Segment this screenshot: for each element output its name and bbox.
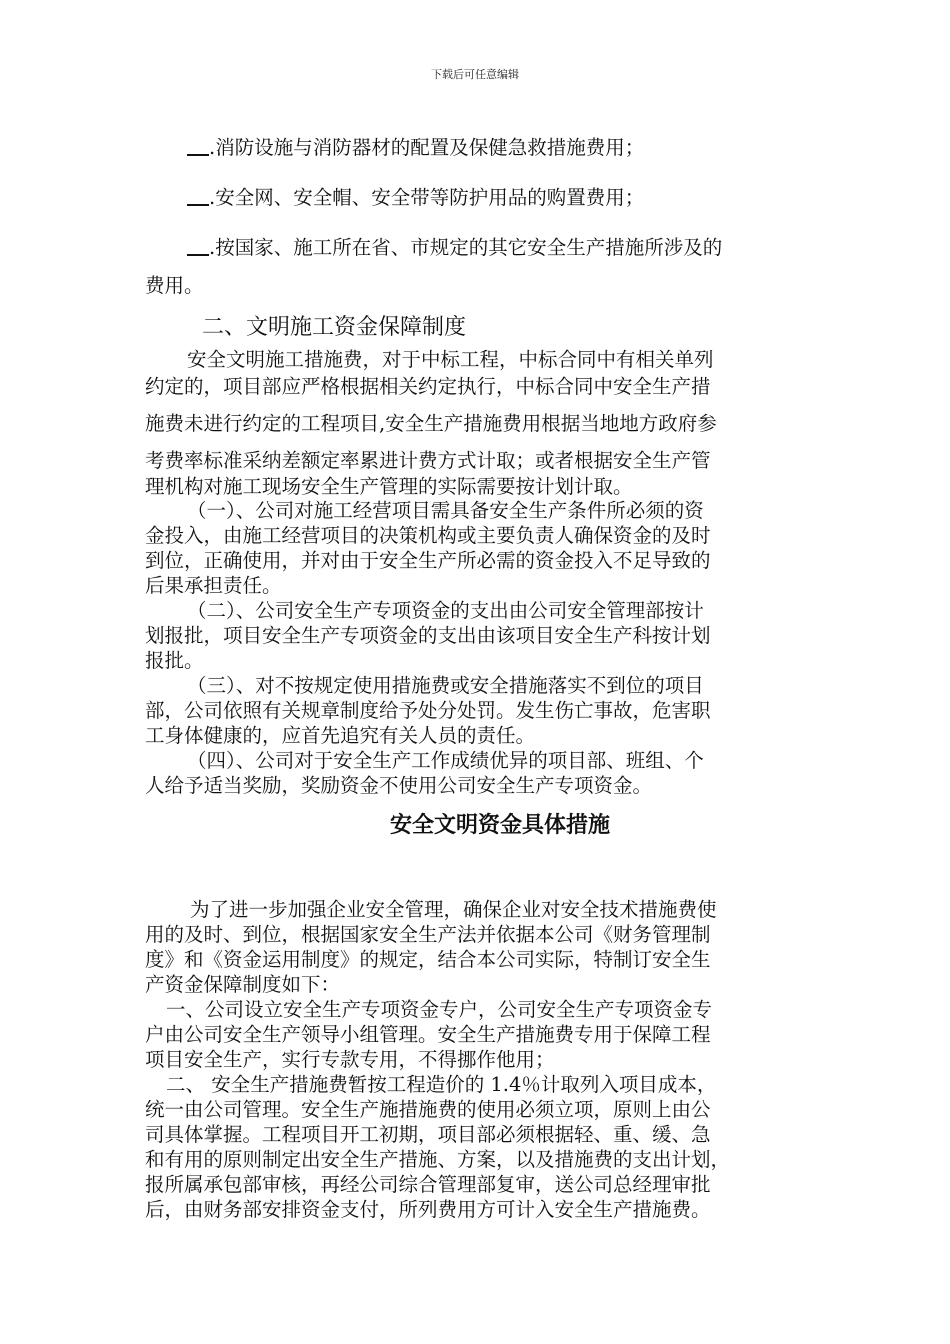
paragraph-line: 为了进一步加强企业安全管理，确保企业对安全技术措施费使 bbox=[190, 898, 717, 921]
list-item bbox=[187, 186, 644, 210]
paragraph-line: 产资金保障制度如下： bbox=[145, 973, 341, 996]
paragraph-line: 和有用的原则制定出安全生产措施、方案，以及措施费的支出计划， bbox=[145, 1148, 731, 1171]
paragraph-line: （三）、对不按规定使用措施费或安全措施落实不到位的项目 bbox=[187, 674, 704, 697]
list-item bbox=[187, 136, 644, 160]
paragraph-line: 到位，正确使用，并对由于安全生产所必需的资金投入不足导致的 bbox=[145, 549, 711, 572]
paragraph-line: 一、公司设立安全生产专项资金专户，公司安全生产专项资金专 bbox=[166, 998, 713, 1021]
page-header: 下载后可任意编辑 bbox=[431, 68, 519, 81]
list-item-text: .安全网、安全帽、安全带等防护用品的购置费用； bbox=[209, 186, 645, 209]
paragraph-line: （二）、公司安全生产专项资金的支出由公司安全管理部按计 bbox=[187, 599, 704, 622]
list-item-continuation: 费用。 bbox=[145, 274, 204, 297]
paragraph-line: 户由公司安全生产领导小组管理。安全生产措施费专用于保障工程 bbox=[145, 1023, 711, 1046]
paragraph-line: 度》和《资金运用制度》的规定，结合本公司实际，特制订安全生 bbox=[145, 948, 711, 971]
paragraph-line: 金投入，由施工经营项目的决策机构或主要负责人确保资金的及时 bbox=[145, 524, 711, 547]
paragraph-line: 统一由公司管理。安全生产施措施费的使用必须立项，原则上由公 bbox=[145, 1098, 711, 1121]
paragraph-line: 约定的，项目部应严格根据相关约定执行，中标合同中安全生产措 bbox=[145, 375, 711, 398]
paragraph-line: 人给予适当奖励，奖励资金不使用公司安全生产专项资金。 bbox=[145, 774, 653, 797]
paragraph-line: 后果承担责任。 bbox=[145, 574, 282, 597]
paragraph-line: 考费率标准采纳差额定率累进计费方式计取；或者根据安全生产管 bbox=[145, 449, 711, 472]
section-heading: 二、文明施工资金保障制度 bbox=[202, 315, 467, 340]
paragraph-line: 工身体健康的，应首先追究有关人员的责任。 bbox=[145, 724, 536, 747]
blank-underline bbox=[187, 188, 209, 206]
blank-underline bbox=[187, 138, 209, 156]
blank-underline bbox=[187, 238, 209, 256]
paragraph-line: 二、 安全生产措施费暂按工程造价的 1.4％计取列入项目成本， bbox=[166, 1073, 717, 1096]
paragraph-line: 后，由财务部安排资金支付，所列费用方可计入安全生产措施费。 bbox=[145, 1198, 711, 1221]
paragraph-line: （四）、公司对于安全生产工作成绩优异的项目部、班组、个 bbox=[187, 749, 704, 772]
paragraph-line: 安全文明施工措施费，对于中标工程，中标合同中有相关单列 bbox=[187, 348, 714, 371]
paragraph-line: 划报批，项目安全生产专项资金的支出由该项目安全生产科按计划 bbox=[145, 624, 711, 647]
paragraph-line: 施费未进行约定的工程项目,安全生产措施费用根据当地地方政府参 bbox=[145, 412, 717, 435]
list-item bbox=[187, 236, 722, 260]
paragraph-line: 理机构对施工现场安全生产管理的实际需要按计划计取。 bbox=[145, 475, 633, 498]
paragraph-line: 报批。 bbox=[145, 649, 204, 672]
paragraph-line: （一）、公司对施工经营项目需具备安全生产条件所必须的资 bbox=[187, 499, 704, 522]
list-item-text: .按国家、施工所在省、市规定的其它安全生产措施所涉及的 bbox=[209, 236, 723, 259]
paragraph-line: 报所属承包部审核，再经公司综合管理部复审，送公司总经理审批 bbox=[145, 1173, 711, 1196]
list-item-text: .消防设施与消防器材的配置及保健急救措施费用； bbox=[209, 136, 645, 159]
paragraph-line: 用的及时、到位，根据国家安全生产法并依据本公司《财务管理制 bbox=[145, 923, 711, 946]
paragraph-line: 项目安全生产，实行专款专用，不得挪作他用； bbox=[145, 1048, 555, 1071]
paragraph-line: 部，公司依照有关规章制度给予处分处罚。发生伤亡事故，危害职 bbox=[145, 699, 711, 722]
paragraph-line: 司具体掌握。工程项目开工初期，项目部必须根据轻、重、缓、急 bbox=[145, 1123, 711, 1146]
page-title: 安全文明资金具体措施 bbox=[389, 812, 610, 838]
